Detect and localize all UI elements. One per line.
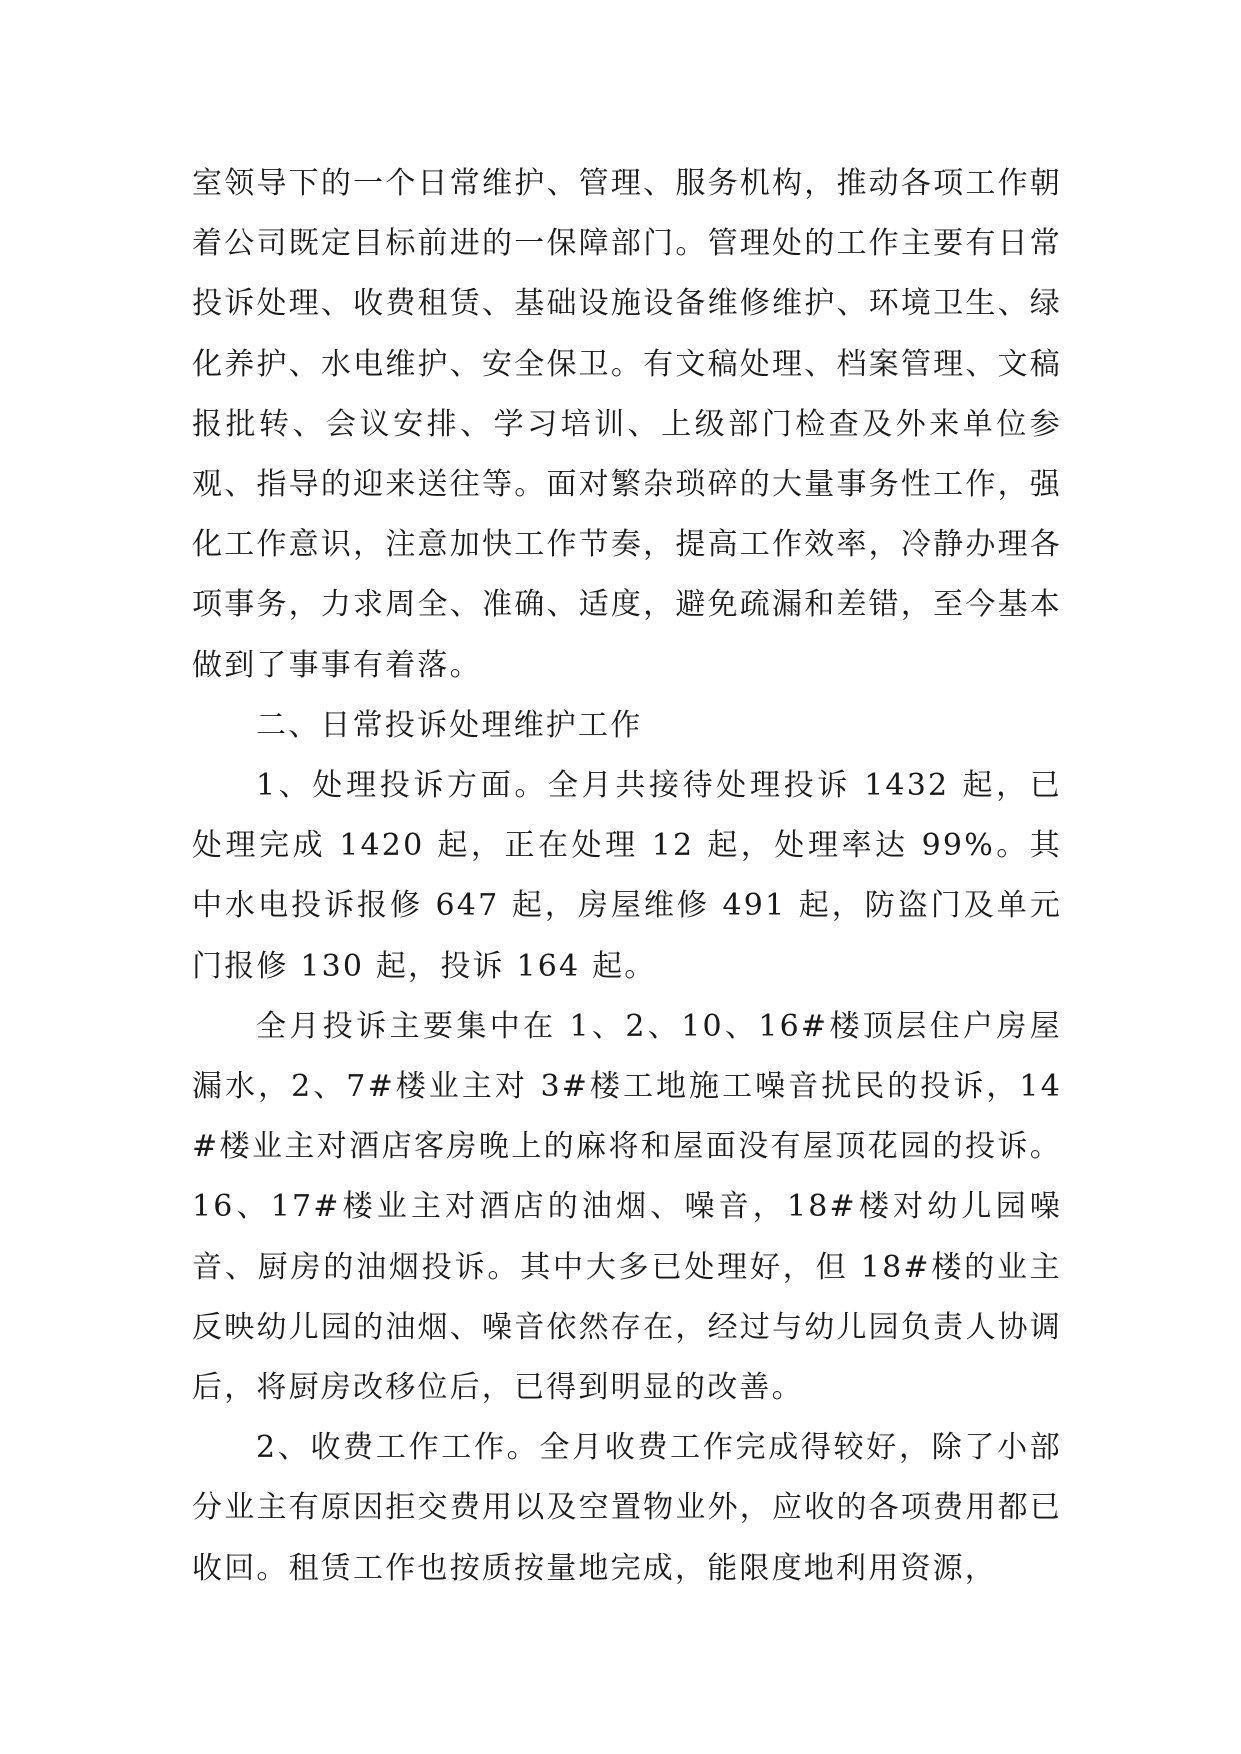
paragraph-intro: 室领导下的一个日常维护、管理、服务机构，推动各项工作朝着公司既定目标前进的一保障部门。管理处的工作主要有日常投诉处理、收费租赁、基础设施设备维修维护、环境卫生、绿化养护、水电维护、安全保卫。有文稿处理、档案管理、文稿报批转、会议安排、学习培训、上级部门检查及外来单位参观、指导的迎来送往等。面对繁杂琐碎的大量事务性工作，强化工作意识，注意加快工作节奏，提高工作效率，冷静办理各项事务，力求周全、准确、适度，避免疏漏和差错，至今基本做到了事事有着落。 xyxy=(192,166,1062,683)
paragraph-complaints: 1、处理投诉方面。全月共接待处理投诉 1432 起，已处理完成 1420 起，正在处理 12 起，处理率达 99%。其中水电投诉报修 647 起，房屋维修 491 起，防盗门及单元门报修 130 起，投诉 164 起。 xyxy=(192,768,1062,984)
paragraph-complaint-details: 全月投诉主要集中在 1、2、10、16#楼顶层住户房屋漏水，2、7#楼业主对 3#楼工地施工噪音扰民的投诉，14#楼业主对酒店客房晚上的麻将和屋面没有屋顶花园的投诉。16、17#楼业主对酒店的油烟、噪音，18#楼对幼儿园噪音、厨房的油烟投诉。其中大多已处理好，但 18#楼的业主反映幼儿园的油烟、噪音依然存在，经过与幼儿园负责人协调后，将厨房改移位后，已得到明显的改善。 xyxy=(192,1008,1062,1406)
section-heading: 二、日常投诉处理维护工作 xyxy=(256,707,643,743)
paragraph-fees: 2、收费工作工作。全月收费工作完成得较好，除了小部分业主有原因拒交费用以及空置物业外，应收的各项费用都已收回。租赁工作也按质按量地完成，能限度地利用资源， xyxy=(192,1430,1062,1586)
document-body xyxy=(192,154,1062,1599)
